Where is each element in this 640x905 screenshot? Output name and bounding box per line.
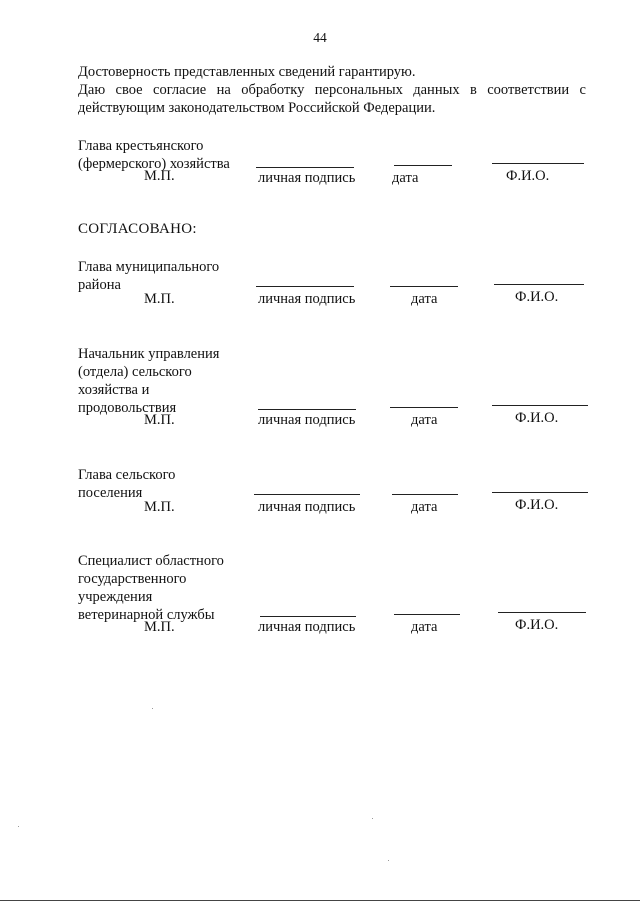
role-title-line: государственного [78, 571, 187, 587]
date-line [390, 407, 458, 408]
role-title-line: Начальник управления [78, 346, 220, 362]
role-title-line: (фермерского) хозяйства [78, 156, 230, 172]
fio-line [492, 405, 588, 406]
date-caption: дата [392, 170, 419, 186]
role-title-line: продовольствия [78, 400, 177, 416]
fio-caption: Ф.И.О. [515, 617, 559, 633]
scan-speck [388, 860, 389, 861]
stamp-place-label: М.П. [144, 168, 175, 184]
role-title-line: Глава крестьянского [78, 138, 204, 154]
signature-line [260, 616, 356, 617]
fio-caption: Ф.И.О. [515, 497, 559, 513]
date-caption: дата [411, 412, 438, 428]
page-number: 44 [313, 30, 327, 45]
signature-line [256, 286, 354, 287]
reliability-statement: Достоверность представленных сведений гарантирую. [78, 64, 416, 80]
signature-caption: личная подпись [258, 499, 356, 515]
fio-line [492, 492, 588, 493]
consent-statement: Даю свое согласие на обработку персональных данных в соответствии с действующим законодательством Российской Федерации. [78, 82, 586, 116]
stamp-place-label: М.П. [144, 291, 175, 307]
role-title-line: поселения [78, 485, 143, 501]
role-title-line: хозяйства и [78, 382, 150, 398]
fio-line [498, 612, 586, 613]
date-line [394, 165, 452, 166]
signature-caption: личная подпись [258, 170, 356, 186]
role-title-line: Глава сельского [78, 467, 176, 483]
stamp-place-label: М.П. [144, 412, 175, 428]
fio-caption: Ф.И.О. [515, 289, 559, 305]
signature-line [258, 409, 356, 410]
signature-caption: личная подпись [258, 412, 356, 428]
page-bottom-edge [0, 900, 640, 901]
role-title-line: ветеринарной службы [78, 607, 215, 623]
role-title-line: Глава муниципального [78, 259, 220, 275]
approved-heading: СОГЛАСОВАНО: [78, 221, 197, 237]
signature-caption: личная подпись [258, 619, 356, 635]
stamp-place-label: М.П. [144, 499, 175, 515]
scan-speck [152, 708, 153, 709]
scan-speck [18, 826, 19, 827]
signature-line [254, 494, 360, 495]
role-title-line: Специалист областного [78, 553, 224, 569]
role-title-line: (отдела) сельского [78, 364, 192, 380]
scan-speck [372, 818, 373, 819]
stamp-place-label: М.П. [144, 619, 175, 635]
date-line [394, 614, 460, 615]
fio-caption: Ф.И.О. [506, 168, 550, 184]
role-title-line: учреждения [78, 589, 153, 605]
signature-caption: личная подпись [258, 291, 356, 307]
signature-line [256, 167, 354, 168]
date-line [390, 286, 458, 287]
fio-line [494, 284, 584, 285]
fio-caption: Ф.И.О. [515, 410, 559, 426]
date-caption: дата [411, 499, 438, 515]
date-caption: дата [411, 619, 438, 635]
fio-line [492, 163, 584, 164]
date-line [392, 494, 458, 495]
date-caption: дата [411, 291, 438, 307]
role-title-line: района [78, 277, 121, 293]
